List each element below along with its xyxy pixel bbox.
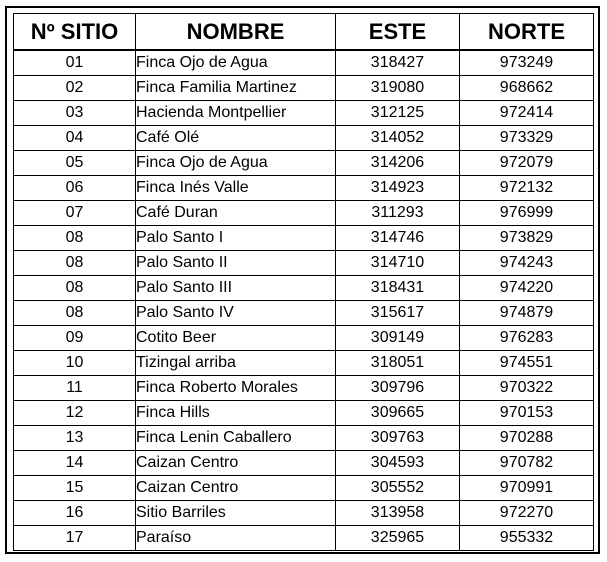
table-row — [14, 301, 594, 326]
cell-site-number: 08 — [14, 226, 136, 251]
cell-name: Palo Santo II — [136, 251, 336, 276]
cell-norte: 968662 — [460, 76, 594, 101]
cell-norte: 970288 — [460, 426, 594, 451]
cell-este: 309665 — [336, 401, 460, 426]
cell-site-number: 08 — [14, 301, 136, 326]
header-este: ESTE — [336, 14, 460, 51]
cell-este: 309796 — [336, 376, 460, 401]
cell-name: Cotito Beer — [136, 326, 336, 351]
cell-este: 314206 — [336, 151, 460, 176]
cell-norte: 970153 — [460, 401, 594, 426]
table-row — [14, 501, 594, 526]
cell-norte: 972079 — [460, 151, 594, 176]
cell-site-number: 03 — [14, 101, 136, 126]
cell-norte: 972414 — [460, 101, 594, 126]
cell-site-number: 05 — [14, 151, 136, 176]
cell-name: Finca Roberto Morales — [136, 376, 336, 401]
table-row — [14, 201, 594, 226]
table-row — [14, 126, 594, 151]
table-row — [14, 451, 594, 476]
cell-este: 314710 — [336, 251, 460, 276]
cell-name: Tizingal arriba — [136, 351, 336, 376]
cell-norte: 972270 — [460, 501, 594, 526]
table-row — [14, 276, 594, 301]
cell-este: 314923 — [336, 176, 460, 201]
cell-este: 304593 — [336, 451, 460, 476]
table-row — [14, 101, 594, 126]
table-row — [14, 376, 594, 401]
cell-norte: 972132 — [460, 176, 594, 201]
table-row — [14, 426, 594, 451]
cell-site-number: 07 — [14, 201, 136, 226]
cell-este: 309763 — [336, 426, 460, 451]
table-row — [14, 226, 594, 251]
table-row — [14, 526, 594, 551]
cell-name: Sitio Barriles — [136, 501, 336, 526]
cell-este: 318051 — [336, 351, 460, 376]
table-row — [14, 401, 594, 426]
cell-norte: 970322 — [460, 376, 594, 401]
cell-norte: 973829 — [460, 226, 594, 251]
cell-norte: 973329 — [460, 126, 594, 151]
cell-norte: 970991 — [460, 476, 594, 501]
table-row — [14, 176, 594, 201]
cell-site-number: 08 — [14, 276, 136, 301]
header-row — [14, 14, 594, 51]
cell-este: 309149 — [336, 326, 460, 351]
cell-site-number: 17 — [14, 526, 136, 551]
cell-este: 313958 — [336, 501, 460, 526]
cell-name: Hacienda Montpellier — [136, 101, 336, 126]
cell-name: Caizan Centro — [136, 451, 336, 476]
cell-site-number: 12 — [14, 401, 136, 426]
cell-name: Palo Santo I — [136, 226, 336, 251]
header-site-number: Nº SITIO — [14, 14, 136, 51]
cell-name: Finca Hills — [136, 401, 336, 426]
cell-name: Finca Ojo de Agua — [136, 50, 336, 76]
cell-name: Palo Santo IV — [136, 301, 336, 326]
cell-name: Palo Santo III — [136, 276, 336, 301]
cell-norte: 974220 — [460, 276, 594, 301]
table-row — [14, 351, 594, 376]
cell-norte: 970782 — [460, 451, 594, 476]
cell-este: 311293 — [336, 201, 460, 226]
cell-norte: 955332 — [460, 526, 594, 551]
sites-table — [13, 13, 594, 551]
cell-norte: 976283 — [460, 326, 594, 351]
cell-este: 312125 — [336, 101, 460, 126]
cell-name: Finca Lenin Caballero — [136, 426, 336, 451]
cell-name: Finca Familia Martinez — [136, 76, 336, 101]
cell-este: 319080 — [336, 76, 460, 101]
cell-site-number: 15 — [14, 476, 136, 501]
table-row — [14, 76, 594, 101]
cell-este: 318427 — [336, 50, 460, 76]
table-row — [14, 251, 594, 276]
table-row — [14, 326, 594, 351]
cell-site-number: 02 — [14, 76, 136, 101]
table-row — [14, 476, 594, 501]
table-row — [14, 50, 594, 76]
cell-site-number: 14 — [14, 451, 136, 476]
cell-site-number: 13 — [14, 426, 136, 451]
cell-norte: 974243 — [460, 251, 594, 276]
header-norte: NORTE — [460, 14, 594, 51]
cell-site-number: 04 — [14, 126, 136, 151]
cell-site-number: 11 — [14, 376, 136, 401]
cell-norte: 974551 — [460, 351, 594, 376]
cell-name: Café Olé — [136, 126, 336, 151]
cell-este: 305552 — [336, 476, 460, 501]
cell-name: Café Duran — [136, 201, 336, 226]
cell-site-number: 01 — [14, 50, 136, 76]
cell-este: 315617 — [336, 301, 460, 326]
cell-name: Caizan Centro — [136, 476, 336, 501]
cell-este: 314052 — [336, 126, 460, 151]
header-name: NOMBRE — [136, 14, 336, 51]
cell-name: Finca Inés Valle — [136, 176, 336, 201]
cell-norte: 976999 — [460, 201, 594, 226]
table-row — [14, 151, 594, 176]
cell-site-number: 09 — [14, 326, 136, 351]
cell-site-number: 10 — [14, 351, 136, 376]
cell-name: Paraíso — [136, 526, 336, 551]
cell-este: 318431 — [336, 276, 460, 301]
cell-name: Finca Ojo de Agua — [136, 151, 336, 176]
cell-norte: 973249 — [460, 50, 594, 76]
cell-este: 314746 — [336, 226, 460, 251]
cell-este: 325965 — [336, 526, 460, 551]
cell-site-number: 08 — [14, 251, 136, 276]
cell-norte: 974879 — [460, 301, 594, 326]
cell-site-number: 06 — [14, 176, 136, 201]
cell-site-number: 16 — [14, 501, 136, 526]
